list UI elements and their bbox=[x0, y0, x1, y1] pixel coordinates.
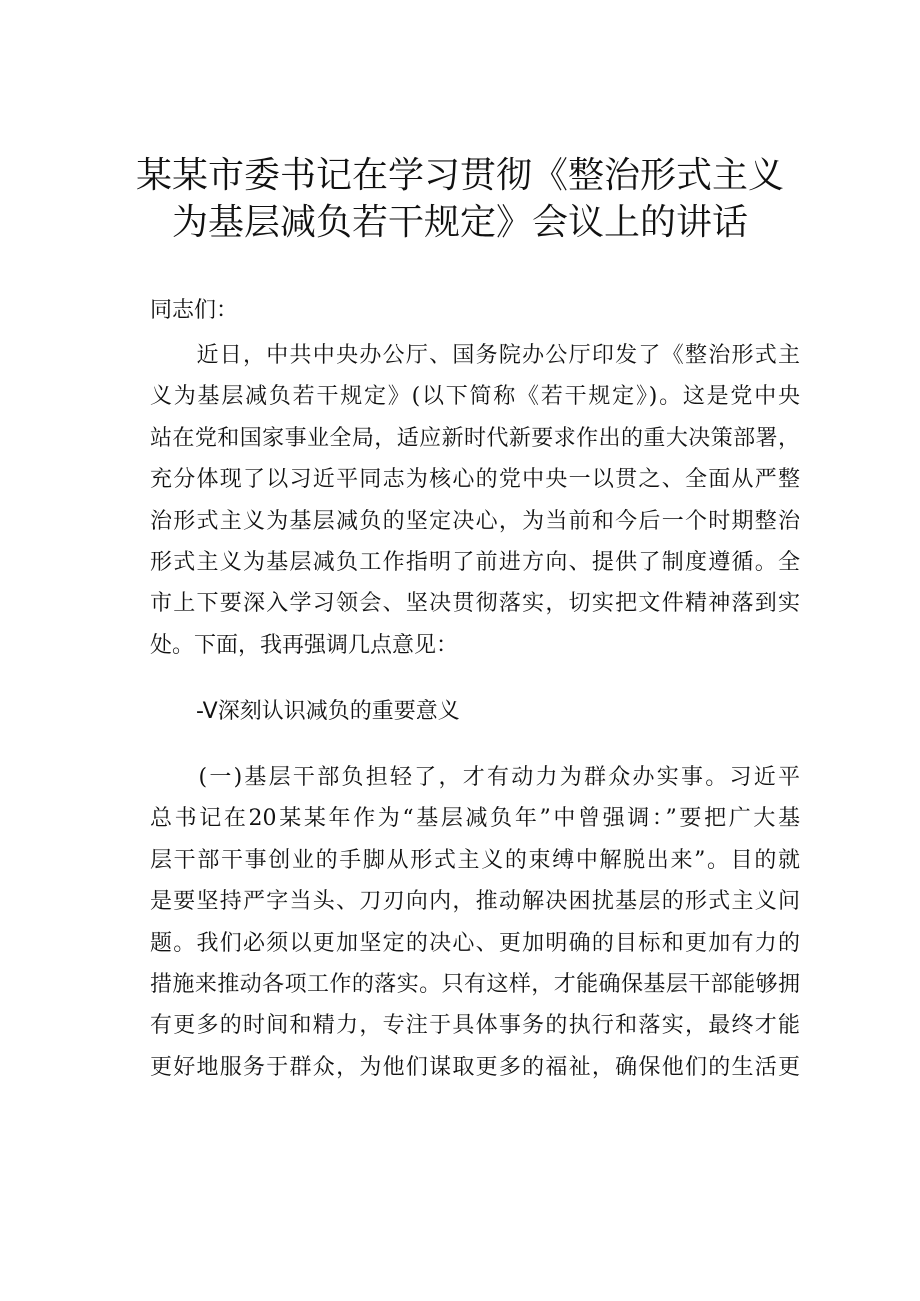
text-line: 站在党和国家事业全局，适应新时代新要求作出的重大决策部署， bbox=[150, 425, 800, 451]
text-line: 治形式主义为基层减负的坚定决心，为当前和今后一个时期整治 bbox=[150, 508, 800, 534]
section-heading: -V深刻认识减负的重要意义 bbox=[196, 699, 460, 724]
paragraph-intro bbox=[150, 335, 800, 666]
text-line: 层干部干事创业的手脚从形式主义的束缚中解脱出来”。目的就 bbox=[150, 847, 800, 873]
text-line: (一)基层干部负担轻了，才有动力为群众办实事。习近平 bbox=[150, 765, 800, 790]
title-line: 某某市委书记在学习贯彻《整治形式主义 bbox=[135, 155, 784, 196]
salutation bbox=[150, 290, 800, 331]
title-line: 为基层减负若干规定》会议上的讲话 bbox=[171, 202, 748, 243]
text-line: 义为基层减负若干规定》(以下简称《若干规定》)。这是党中央 bbox=[150, 384, 800, 410]
text-line: 措施来推动各项工作的落实。只有这样，才能确保基层干部能够拥 bbox=[150, 971, 800, 997]
paragraph-section-1 bbox=[150, 757, 800, 1088]
text-line: 同志们： bbox=[150, 298, 239, 323]
text-line: 更好地服务于群众，为他们谋取更多的福祉，确保他们的生活更 bbox=[150, 1054, 800, 1080]
text-line: 充分体现了以习近平同志为核心的党中央一以贯之、全面从严整 bbox=[150, 467, 800, 493]
text-line: 处。下面，我再强调几点意见： bbox=[150, 632, 459, 658]
text-line: 形式主义为基层减负工作指明了前进方向、提供了制度遵循。全 bbox=[150, 549, 800, 575]
text-line: 近日，中共中央办公厅、国务院办公厅印发了《整治形式主 bbox=[150, 343, 800, 368]
text-line: 有更多的时间和精力，专注于具体事务的执行和落实，最终才能 bbox=[150, 1013, 800, 1039]
text-line: 市上下要深入学习领会、坚决贯彻落实，切实把文件精神落到实 bbox=[150, 591, 800, 617]
document-title bbox=[100, 152, 820, 246]
text-line: 题。我们必须以更加坚定的决心、更加明确的目标和更加有力的 bbox=[150, 930, 800, 956]
text-line: 总书记在20某某年作为“基层减负年”中曾强调：”要把广大基 bbox=[150, 806, 800, 832]
text-line: 是要坚持严字当头、刀刃向内，推动解决困扰基层的形式主义问 bbox=[150, 889, 800, 915]
